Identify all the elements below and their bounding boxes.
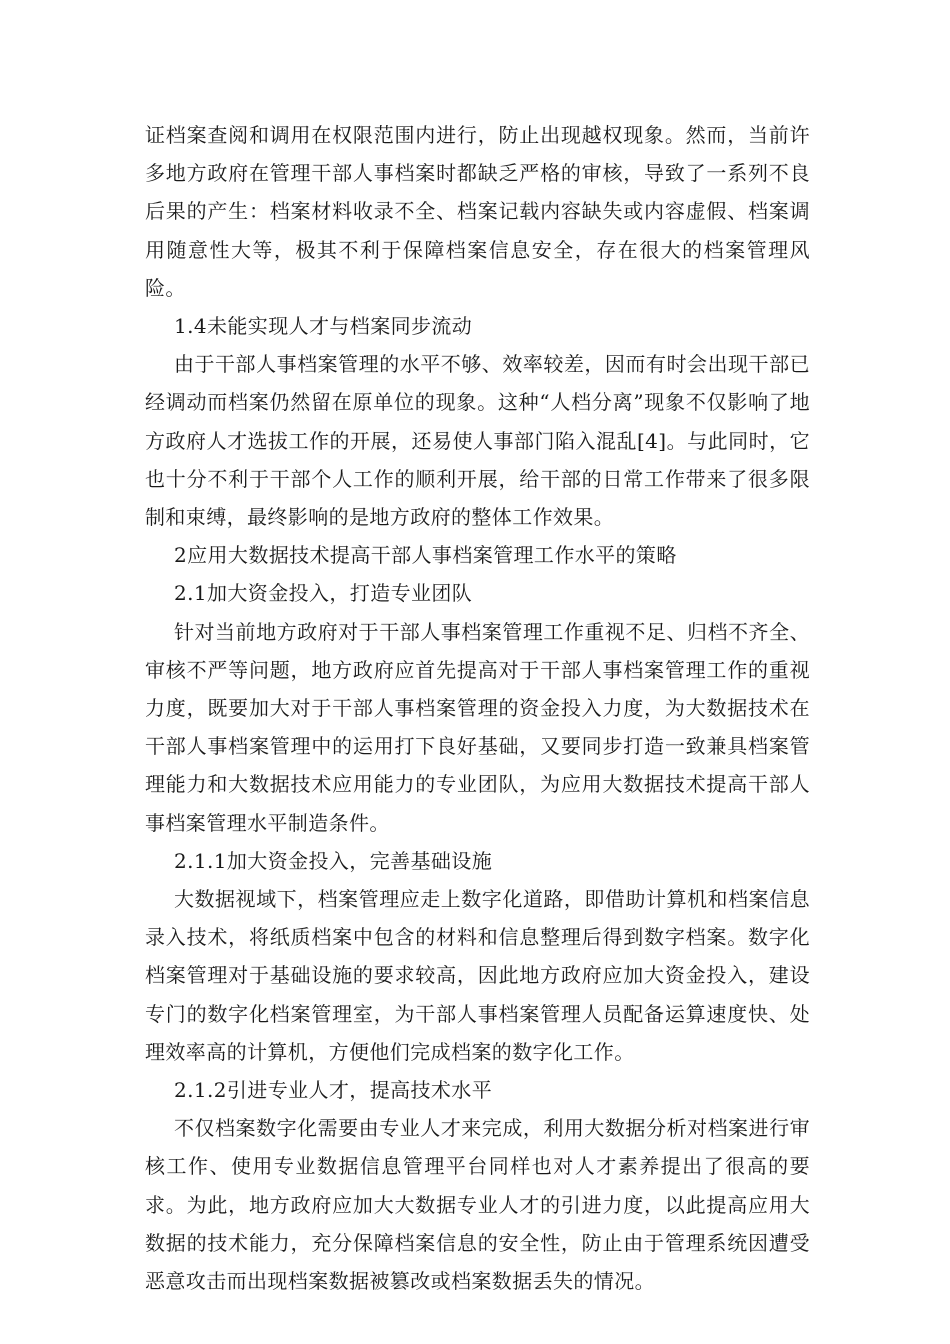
heading-2-1-1: 2.1.1加大资金投入，完善基础设施 (174, 848, 493, 873)
paragraph-talent-introduction: 不仅档案数字化需要由专业人才来完成，利用大数据分析对档案进行审核工作、使用专业数据信息管理平台同样也对人才素养提出了很高的要求。为此，地方政府应加大大数据专业人才的引进力度，以此提高应用大数据的技术能力，充分保障档案信息的安全性，防止由于管理系统因遭受恶意攻击而出现档案数据被篡改或档案数据丢失的情况。 (145, 1116, 810, 1294)
heading-2: 2应用大数据技术提高干部人事档案管理工作水平的策略 (174, 543, 677, 568)
paragraph-talent-archive-separation: 由于干部人事档案管理的水平不够、效率较差，因而有时会出现干部已经调动而档案仍然留在原单位的现象。这种“人档分离”现象不仅影响了地方政府人才选拔工作的开展，还易使人事部门陷入混乱[4]。与此同时，它也十分不利于干部个人工作的顺利开展，给干部的日常工作带来了很多限制和束缚，最终影响的是地方政府的整体工作效果。 (145, 352, 810, 530)
paragraph-archive-review: 证档案查阅和调用在权限范围内进行，防止出现越权现象。然而，当前许多地方政府在管理干部人事档案时都缺乏严格的审核，导致了一系列不良后果的产生：档案材料收录不全、档案记载内容缺失或内容虚假、档案调用随意性大等，极其不利于保障档案信息安全，存在很大的档案管理风险。 (145, 123, 810, 300)
paragraph-funding-team: 针对当前地方政府对于干部人事档案管理工作重视不足、归档不齐全、审核不严等问题，地方政府应首先提高对于干部人事档案管理工作的重视力度，既要加大对于干部人事档案管理的资金投入力度，为大数据技术在干部人事档案管理中的运用打下良好基础，又要同步打造一致兼具档案管理能力和大数据技术应用能力的专业团队，为应用大数据技术提高干部人事档案管理水平制造条件。 (145, 619, 810, 835)
heading-2-1: 2.1加大资金投入，打造专业团队 (174, 581, 473, 606)
paragraph-infrastructure: 大数据视域下，档案管理应走上数字化道路，即借助计算机和档案信息录入技术，将纸质档案中包含的材料和信息整理后得到数字档案。数字化档案管理对于基础设施的要求较高，因此地方政府应加大资金投入，建设专门的数字化档案管理室，为干部人事档案管理人员配备运算速度快、处理效率高的计算机，方便他们完成档案的数字化工作。 (145, 887, 810, 1064)
document-body (145, 116, 810, 1300)
heading-2-1-2: 2.1.2引进专业人才，提高技术水平 (174, 1078, 493, 1103)
heading-1-4: 1.4未能实现人才与档案同步流动 (174, 314, 473, 339)
